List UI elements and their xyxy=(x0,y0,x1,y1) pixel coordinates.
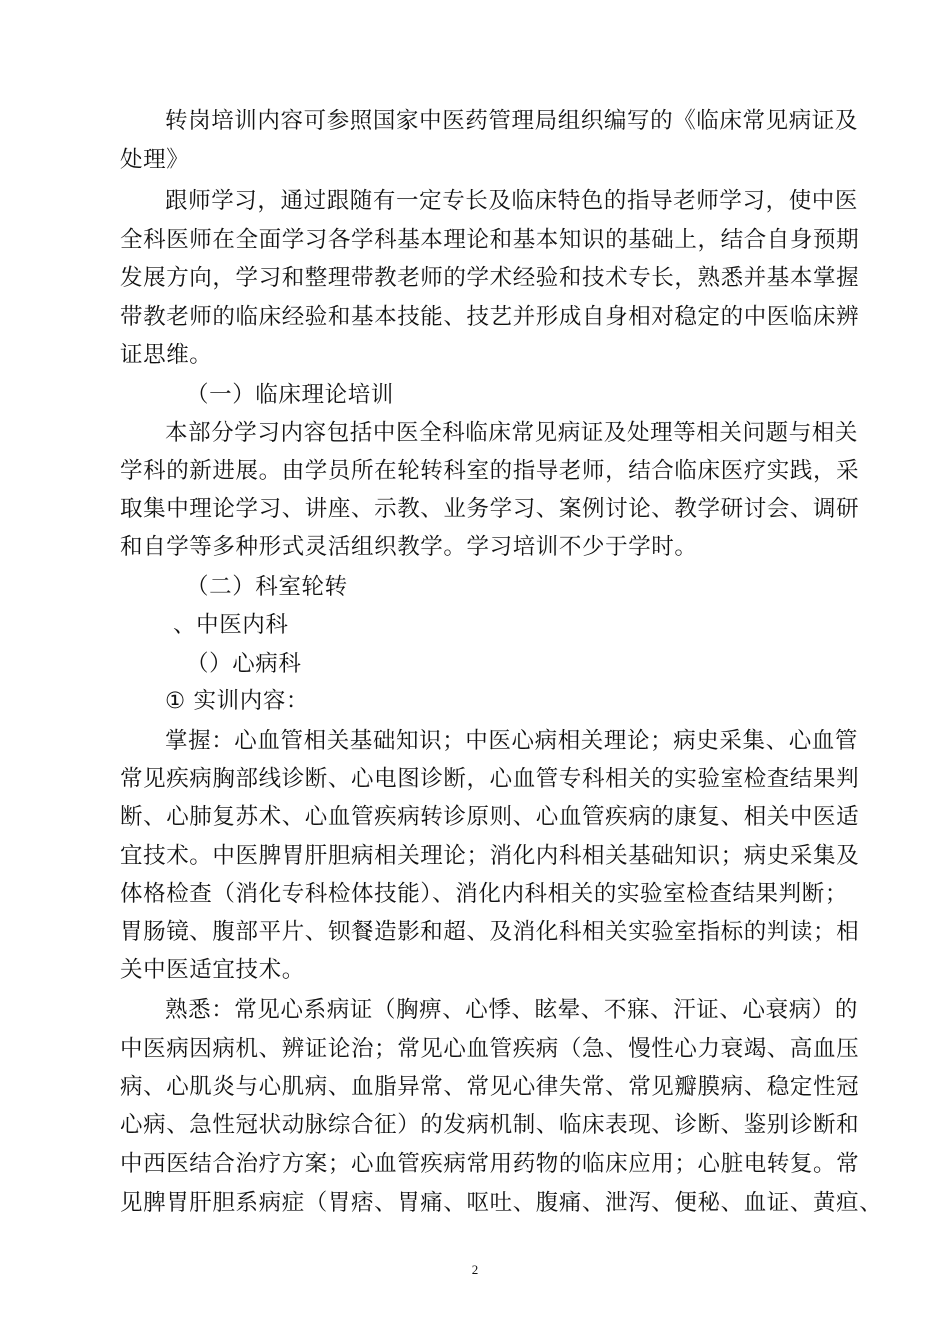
text-line-19: 断、心肺复苏术、心血管疾病转诊原则、心血管疾病的康复、相关中医适 xyxy=(120,804,860,830)
text-line-23: 关中医适宜技术。 xyxy=(120,957,305,983)
text-line-26: 病、心肌炎与心肌病、血脂异常、常见心律失常、常见瓣膜病、稳定性冠 xyxy=(120,1074,860,1100)
text-line-28: 中西医结合治疗方案；心血管疾病常用药物的临床应用；心脏电转复。常 xyxy=(120,1151,860,1177)
text-line-10: 学科的新进展。由学员所在轮转科室的指导老师，结合临床医疗实践，采 xyxy=(120,458,860,484)
section-heading-clinical-theory: （一）临床理论培训 xyxy=(186,382,394,408)
text-line-17: 掌握：心血管相关基础知识；中医心病相关理论；病史采集、心血管 xyxy=(165,728,859,754)
text-line-9: 本部分学习内容包括中医全科临床常见病证及处理等相关问题与相关 xyxy=(165,420,859,446)
text-line-22: 胃肠镜、腹部平片、钡餐造影和超、及消化科相关实验室指标的判读；相 xyxy=(120,919,860,945)
subheading-training-content: ① 实训内容： xyxy=(165,688,310,714)
subheading-cardiology: （）心病科 xyxy=(186,651,302,677)
text-line-25: 中医病因病机、辨证论治；常见心血管疾病（急、慢性心力衰竭、高血压 xyxy=(120,1036,860,1062)
text-line-20: 宜技术。中医脾胃肝胆病相关理论；消化内科相关基础知识；病史采集及 xyxy=(120,843,860,869)
text-line-3: 跟师学习，通过跟随有一定专长及临床特色的指导老师学习，使中医 xyxy=(165,188,859,214)
text-line-24: 熟悉：常见心系病证（胸痹、心悸、眩晕、不寐、汗证、心衰病）的 xyxy=(165,997,859,1023)
text-line-18: 常见疾病胸部线诊断、心电图诊断，心血管专科相关的实验室检查结果判 xyxy=(120,766,860,792)
text-line-29: 见脾胃肝胆系病症（胃痞、胃痛、呕吐、腹痛、泄泻、便秘、血证、黄疸、 xyxy=(120,1190,883,1216)
text-line-4: 全科医师在全面学习各学科基本理论和基本知识的基础上，结合自身预期 xyxy=(120,227,860,253)
text-line-21: 体格检查（消化专科检体技能）、消化内科相关的实验室检查结果判断； xyxy=(120,881,848,907)
text-line-1: 转岗培训内容可参照国家中医药管理局组织编写的《临床常见病证及 xyxy=(165,108,859,134)
text-line-27: 心病、急性冠状动脉综合征）的发病机制、临床表现、诊断、鉴别诊断和 xyxy=(120,1112,860,1138)
text-line-11: 取集中理论学习、讲座、示教、业务学习、案例讨论、教学研讨会、调研 xyxy=(120,496,860,522)
text-line-12: 和自学等多种形式灵活组织教学。学习培训不少于学时。 xyxy=(120,534,698,560)
page-number: 2 xyxy=(471,1262,479,1277)
text-line-5: 发展方向，学习和整理带教老师的学术经验和技术专长，熟悉并基本掌握 xyxy=(120,265,860,291)
text-line-7: 证思维。 xyxy=(120,342,213,368)
subheading-internal-medicine: 、中医内科 xyxy=(173,612,289,638)
text-line-6: 带教老师的临床经验和基本技能、技艺并形成自身相对稳定的中医临床辨 xyxy=(120,304,860,330)
section-heading-rotation: （二）科室轮转 xyxy=(186,574,348,600)
text-line-2: 处理》 xyxy=(120,147,190,173)
